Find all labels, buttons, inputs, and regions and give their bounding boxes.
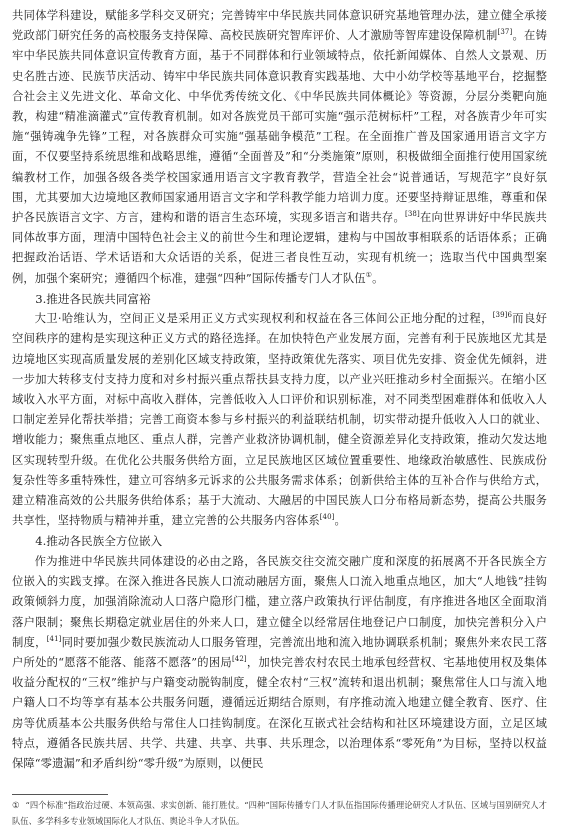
text-segment: 在向世界讲好中华民族共同体故事方面，理清中国特色社会主义的前世今生和理论逻辑，建构与中国故事相联系的话语体系；正确把握政治话语、学术话语和大众话语的关系，促进三者良性互动，实现有机统一；选取当代中国典型案例，加强个案研究；遵循四个标准，建强“四种”国际传播专门人才队伍 (12, 211, 547, 285)
citation-38: [38] (405, 210, 420, 219)
footnote (12, 798, 547, 829)
footnote-text: “四个标准”指政治过硬、本领高强、求实创新、能打胜仗。“四种”国际传播专门人才队伍指国际传播理论研究人才队伍、区域与国别研究人才队伍、多学科多专业领域国际化人才队伍、舆论斗争人才队伍。 (12, 800, 547, 826)
text-segment: 作为推进中华民族共同体建设的必由之路，各民族交往交流交融广度和深度的拓展离不开各民族全方位嵌入的实践支撑。在深入推进各民族人口流动融居方面，聚焦人口流入地重点地区，加大“人地钱”挂钩政策倾斜力度，加强消除流动人口落户隐形门槛，建立落户政策执行评估制度，有序推进各地区全面取消落户限制；聚焦长期稳定就业居住的外来人口，建立健全以经常居住地登记户口制度，加快完善积分入户制度， (12, 554, 547, 649)
footnote-divider (12, 794, 108, 795)
section-heading-common-prosperity: 3.推进各民族共同富裕 (35, 291, 151, 306)
paragraph-all-round-embedding (12, 552, 547, 774)
citation-39: [39]6 (492, 311, 513, 320)
paragraph-common-prosperity (12, 309, 547, 531)
article-body (12, 6, 547, 774)
text-segment: ，加快完善农村农民土地承包经营权、宅基地使用权及集体收益分配权的“三权”维护与户籍变动脱钩制度，健全农村“三权”流转和退出机制；聚焦常住人口与流入地户籍人口不均等享有基本公共服务问题，遵循远近期结合原则，有序推动流入地建立健全教育、医疗、住房等优质基本公共服务供给与常住人口挂钩制度。在深化互嵌式社会结构和社区环境建设方面，立足区域特点，遵循各民族共居、共学、共建、共享、共事、共乐理念，以治理体系“零死角”为目标，坚持以权益保障“零遗漏”和矛盾纠纷“零升级”为原则，以便民 (12, 655, 547, 770)
citation-37: [37] (497, 28, 513, 37)
footnote-ref-1: ① (365, 270, 373, 279)
text-segment: 共同体学科建设，赋能多学科交叉研究；完善铸牢中华民族共同体意识研究基地管理办法，建立健全承接党政部门研究任务的高校服务支持保障、高校民族研究智库评价、人才激励等智库建设保障机制 (12, 9, 547, 43)
citation-42: [42] (231, 655, 247, 664)
section-heading-all-round-embedding: 4.推动各民族全方位嵌入 (35, 534, 163, 549)
citation-41: [41] (46, 634, 62, 643)
footnote-mark: ① (12, 800, 20, 810)
text-segment: 大卫·哈维认为，空间正义是采用正义方式实现权利和权益在各三体间公正地分配的过程， (34, 312, 493, 326)
paragraph-think-tank-and-publicity (12, 6, 547, 289)
text-segment: 。 (334, 514, 346, 528)
text-segment: 而良好空间秩序的建构是实现这种正义方式的路径选择。在加快特色产业发展方面，完善有利于民族地区尤其是边境地区实现高质量发展的差别化区域支持政策，坚持政策优先落实、项目优先安排、资金优先倾斜，进一步加大转移支付支持力度和对乡村振兴重点帮扶县支持力度，以产业兴旺推动乡村全面振兴。在缩小区域收入水平方面，对标中高收入群体，完善低收入人口评价和识别标准，对不同类型困难群体和低收入人口制定差异化帮扶举措；完善工商资本参与乡村振兴的利益联结机制，切实带动提升低收入人口的就业、增收能力；聚焦重点地区、重点人群，完善产业救济协调机制，健全资源差异化支持政策，推动欠发达地区实现转型升级。在优化公共服务供给方面，立足民族地区区域位置重要性、地缘政治敏感性、民族成份复杂性等多重特殊性，建立可容纳多元诉求的公共服务需求体系；创新供给主体的互补合作与供给方式，建立精准高效的公共服务供给体系；基于大流动、大融居的中国民族人口分布格局新态势，提高公共服务共享性，坚持物质与精神并重，建立完善的公共服务内容体系 (12, 312, 547, 528)
text-segment: 。 (372, 271, 384, 285)
text-segment: 同时要加强少数民族流动人口服务管理，完善流出地和流入地协调联系机制；聚焦外来农民工落户所处的“愿落不能落、能落不愿落”的困局 (12, 635, 547, 669)
citation-40: [40] (319, 513, 335, 522)
text-segment: 。在铸牢中华民族共同体意识宣传教育方面，基于不同群体和行业领域特点，依托新闻媒体、自然人文景观、历史名胜古迹、民族节庆活动、铸牢中华民族共同体意识教育实践基地、大中小幼学校等基地平台，挖掘整合社会主义先进文化、革命文化、中华优秀传统文化、《中华民族共同体概论》等资源，分层分类靶向施教，构建“精准滴灌式”宣传教育机制。如对各族党员干部可实施“强示范树标杆”工程，对各族青少年可实施“强铸魂争先锋”工程，对各族群众可实施“强基础争模范”工程。在全面推广普及国家通用语言文字方面，不仅要坚持系统思维和战略思维，遵循“全面普及”和“分类施策”原则，积极做细全面推行使用国家统编教材工作，加强各级各类学校国家通用语言文字教育教学，营造全社会“说普通话，写规范字”良好氛围，尤其要加大边境地区教师国家通用语言文字和学科教学能力培训力度。还要坚持辩证思维，尊重和保护各民族语言文字、方言，建构和谐的语言生态环境，实现多语言和谐共存。 (12, 29, 547, 225)
